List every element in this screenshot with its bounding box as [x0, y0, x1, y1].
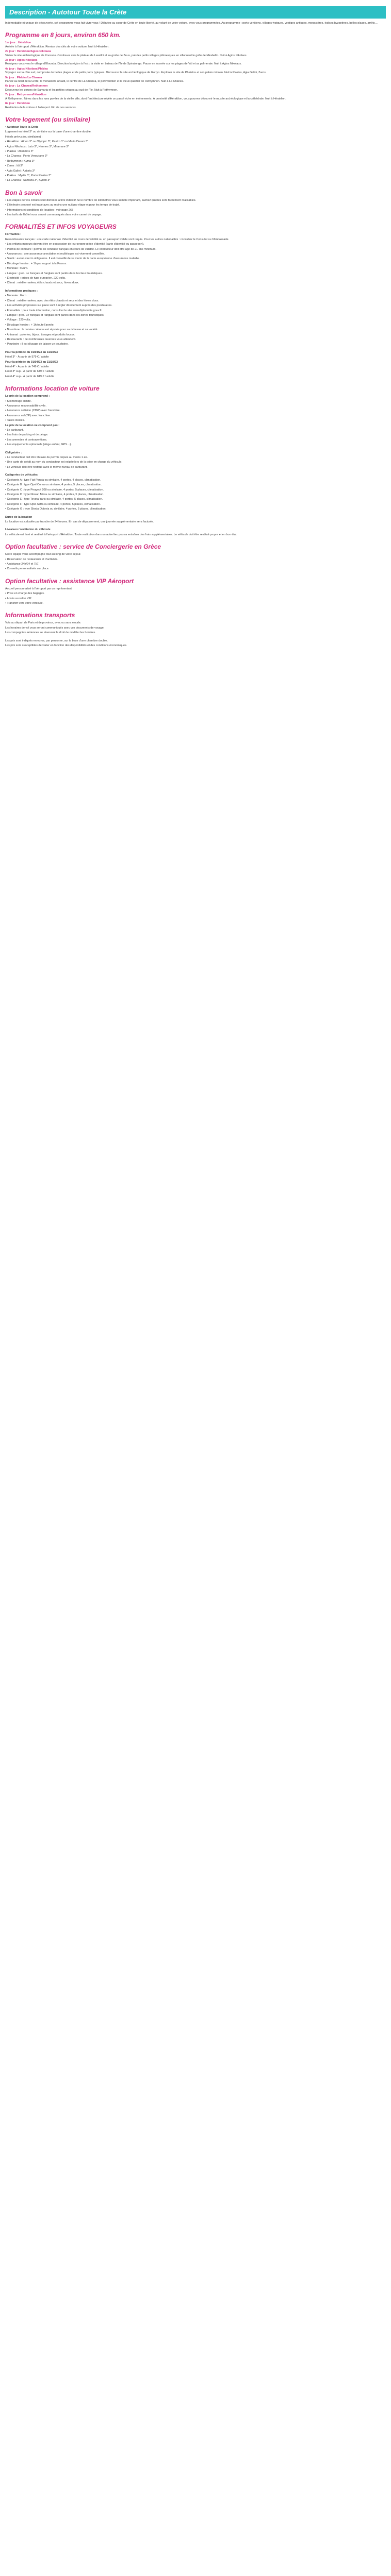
mandatory-list	[5, 456, 386, 469]
vip-line: • Accès au salon VIP.	[5, 597, 32, 600]
days-list	[5, 41, 386, 110]
rental-line: • Taxes locales.	[5, 419, 25, 422]
rental-line: • Les frais de parking et de péage.	[5, 433, 48, 437]
info-line: • Monnaie : Euro	[5, 294, 26, 298]
hotel-line: • Plakias : Alianthos 3*	[5, 149, 34, 153]
vip-assist-list	[5, 587, 386, 606]
day-item	[5, 50, 386, 58]
rental-line: • Les équipements optionnels (siège enfant, GPS…).	[5, 443, 72, 447]
info-line: • Climat : méditerranéen, avec des étés chauds et secs et des hivers doux.	[5, 299, 99, 302]
day-item	[5, 102, 386, 110]
period-line: Hôtel 4* - À partir de 749 € / adulte	[5, 365, 49, 368]
duration-title: Durée de la location	[5, 515, 32, 519]
formality-line: • Langue : grec. Le français et l'anglais sont parlés dans les lieux touristiques.	[5, 272, 103, 275]
period-line: Hôtel 3* - À partir de 579 € / adulte	[5, 355, 49, 359]
good-to-know-list	[5, 199, 386, 217]
good-line: • L'itinéraire proposé est tracé avec au moins une nuit par étape et pour les temps de trajet.	[5, 204, 120, 207]
good-line: • Les tarifs de l'hôtel vous seront communiqués dans votre carnet de voyage.	[5, 213, 102, 216]
delivery-title: Livraison / restitution du véhicule	[5, 528, 51, 532]
formality-line: • Permis de conduire : permis de conduire français en cours de validité. Le conducteur doit être âgé de 21 ans minimum.	[5, 247, 156, 251]
hotel-line: • Zaros : Idi 3*	[5, 164, 23, 168]
concierge-line: Notre équipe vous accompagne tout au long de votre séjour.	[5, 553, 82, 556]
period-line: Pour la période du 01/04/23 au 31/10/23	[5, 350, 58, 354]
day-text: Rejoignez vous vers le village d'Elounda. Direction la région à l'est : la visite en bateau de l'île de Spinalonga. Pause en journée sur les plages de Vaï et sa palmeraie. Nuit à Agios Nikolaos.	[5, 62, 242, 66]
period-line: Hôtel 3* sup - À partir de 649 € / adulte	[5, 370, 55, 374]
duration-text: La location est calculée par tranche de 24 heures. En cas de dépassement, une journée supplémentaire sera facturée.	[5, 520, 154, 523]
vehicle-line: • Catégorie C : type Peugeot 208 ou similaire, 4 portes, 5 places, climatisation.	[5, 488, 104, 492]
formality-line: • Santé : aucun vaccin obligatoire. Il est conseillé de se munir de la carte européenne d'assurance maladie.	[5, 257, 140, 261]
formalities-title: FORMALITÉS ET INFOS VOYAGEURS	[5, 223, 117, 231]
mandatory-line: • Une carte de crédit au nom du conducteur est exigée lors de la prise en charge du véhicule.	[5, 461, 122, 464]
period-line: Pour la période du 01/04/23 au 31/10/23	[5, 360, 58, 364]
day-item	[5, 84, 386, 92]
vehicle-title: Catégories de véhicules	[5, 473, 38, 477]
hotel-line: Hôtels prévus (ou similaires) :	[5, 135, 43, 139]
day-text: Voyagez sur la côte sud, composée de belles plages et de petits ports typiques. Découvrez le site archéologique de Gortyn. Explorez le site de Phaistos et son palais minoen. Nuit à Plakias, Agia Galini, Zaros.	[5, 71, 267, 75]
delivery-text: Le véhicule est livré et restitué à l'aéroport d'Héraklion. Toute restitution dans un autre lieu pourra entraîner des frais supplémentaires. Le véhicule doit être restitué propre et en bon état.	[5, 533, 237, 536]
day-title: 6e jour : La Chanea/Rethymnon	[5, 84, 48, 88]
info-line: • Les activités proposées sur place sont à régler directement auprès des prestataires.	[5, 304, 112, 308]
vehicle-line: • Catégorie E : type Toyota Yaris ou similaire, 4 portes, 5 places, climatisation.	[5, 498, 103, 501]
formality-line: • Climat : méditerranéen, étés chauds et secs, hivers doux.	[5, 281, 79, 285]
car-rental-title: Informations location de voiture	[5, 385, 100, 393]
info-line: • Pourboire : il est d'usage de laisser un pourboire.	[5, 343, 69, 346]
rental-line: • Kilométrage illimité.	[5, 399, 32, 403]
transport-title: Informations transports	[5, 612, 75, 619]
vip-line: • Prise en charge des bagages.	[5, 592, 45, 596]
mandatory-label: Obligatoire :	[5, 451, 22, 454]
mandatory-line: • Le conducteur doit être titulaire du permis depuis au moins 1 an.	[5, 456, 88, 460]
transport-line: Les compagnies aériennes se réservent le droit de modifier les horaires.	[5, 631, 96, 635]
day-item	[5, 76, 386, 84]
info-line: • Langue : grec. Le français et l'anglais sont parlés dans les zones touristiques.	[5, 313, 105, 317]
info-line: • Artisanat : poteries, bijoux, tissages et produits locaux.	[5, 333, 75, 336]
vehicle-line: • Catégorie G : type Skoda Octavia ou similaire, 4 portes, 5 places, climatisation.	[5, 507, 107, 511]
day-text: À Rethymnon, flânez dans les rues pavées de la vieille ville, dont l'architecture révèle un passé riche en événements. À proximité d'Héraklion, vous pourrez découvrir le musée archéologique et la cathédrale. Nuit à Héraklion.	[5, 97, 286, 100]
page	[0, 6, 391, 648]
concierge-line: • Conseils personnalisés sur place.	[5, 567, 50, 571]
hotel-line: • Héraklion : Atrion 3* ou Olympic 3*, Kastro 3* ou Marin Dream 3*	[5, 140, 89, 144]
hotel-line: • Agia Galini : Astoria 3*	[5, 169, 35, 173]
intro-text: Indémodable et unique de découverte, cet programme vous fait vivre vous ! Débutez au cœur de Crète en toute liberté, au volant de votre voiture, avec vous programmées. Au programme : ports vénitiens, villages typiques, vestiges antiques, monastères, églises byzantines, belles plages, arrêts…	[5, 22, 378, 25]
day-text: Visitez le site archéologique de Knossos. Continuez vers le plateau de Lassithi et sa grotte de Zeus, puis les petits villages pittoresques en sillonnant le golfe de Mirabello. Nuit à Agios Nikolaos.	[5, 54, 248, 57]
vip-line: • Transfert vers votre véhicule.	[5, 602, 44, 605]
formalities-list	[5, 238, 386, 285]
info-line: • Restaurants : de nombreuses tavernes vous attendent.	[5, 337, 76, 341]
formality-line: • Monnaie : l'Euro.	[5, 267, 28, 270]
hotel-line: • Agios Nikolaos : Lato 3*, Hermes 3*, Miramare 3*	[5, 145, 69, 148]
day-item	[5, 93, 386, 101]
concierge-line: • Assistance 24h/24 et 7j/7.	[5, 562, 40, 566]
periods-list	[5, 351, 386, 379]
concierge-title: Option facultative : service de Conciergerie en Grèce	[5, 543, 161, 551]
hotel-line: • Rethymnon : Kyma 3*	[5, 159, 35, 163]
transport-line: Les horaires de vol vous seront communiqués avec vos documents de voyage.	[5, 626, 105, 630]
day-item	[5, 41, 386, 49]
day-text: Restitution de la voiture à l'aéroport. Fin de nos services.	[5, 106, 77, 109]
day-text: Découvrez les gorges de Samaria et les petites criques au sud de l'île. Nuit à Rethymnon.	[5, 88, 118, 92]
rental-line: Le prix de la location ne comprend pas :	[5, 423, 60, 427]
rental-line: • Assurance responsabilité civile.	[5, 404, 46, 408]
formality-line: • Électricité : prises de type européen, 220 volts.	[5, 277, 66, 280]
transport-line: Vols au départ de Paris et de province, avec ou sans escale.	[5, 621, 82, 625]
day-title: 8e jour : Héraklion	[5, 102, 30, 106]
hotels-title: Votre logement (ou similaire)	[5, 115, 90, 123]
rental-line: Le prix de la location comprend :	[5, 395, 50, 398]
day-item	[5, 59, 386, 66]
day-title: 4e jour : Agios Nikolaos/Plakias	[5, 67, 48, 71]
hotel-line: Logement en hôtel 3* ou similaire sur la base d'une chambre double.	[5, 130, 92, 134]
description-banner: Description - Autotour Toute la Crète	[5, 6, 386, 19]
formalities-label: Formalités :	[5, 233, 22, 236]
good-to-know-title: Bon à savoir	[5, 189, 43, 196]
info-list	[5, 294, 386, 346]
hotels-intro: • Autotour Toute la Crète	[5, 125, 39, 129]
formality-line: • Assurances : une assurance annulation et multirisque est vivement conseillée.	[5, 252, 105, 256]
day-item	[5, 67, 386, 75]
formality-line: • Décalage horaire : + 1h par rapport à la France.	[5, 262, 67, 265]
rental-line: • Le carburant.	[5, 429, 24, 432]
car-rental-list	[5, 395, 386, 447]
day-text: Arrivée à l'aéroport d'Héraklion. Remise des clés de votre voiture. Nuit à Héraklion.	[5, 45, 109, 48]
good-line: • Informations et conditions de location : voir page 265	[5, 208, 74, 212]
info-line: • Nourriture : la cuisine crétoise est réputée pour sa richesse et sa variété.	[5, 328, 99, 332]
footer-notes	[5, 639, 386, 648]
footer-line: Les prix sont susceptibles de varier en fonction des disponibilités et des conditions économiques.	[5, 644, 127, 648]
good-line: • Les étapes de vos circuits sont données à titre indicatif. Si le nombre de kilomètres vous semble important, sachez qu'elles sont facilement réalisables.	[5, 198, 197, 202]
day-title: 3e jour : Agios Nikolaos	[5, 59, 38, 62]
concierge-line: • Réservation de restaurants et d'activités.	[5, 557, 58, 561]
vip-assist-title: Option facultative : assistance VIP Aéroport	[5, 577, 134, 585]
vip-line: Accueil personnalisé à l'aéroport par un représentant.	[5, 587, 73, 590]
day-text: Partez au nord de la Crète, le monastère Arkadi, le centre de La Chanea, le port vénitien et le vieux quartier de Rethymnon. Nuit à La Chanea.	[5, 80, 184, 83]
hotel-line: • La Chanea : Samaria 3*, Kydon 3*	[5, 179, 51, 182]
day-title: 7e jour : Rethymnon/Héraklion	[5, 93, 46, 97]
day-title: 5e jour : Plakias/La Chanea	[5, 76, 42, 79]
vehicle-line: • Catégorie B : type Opel Corsa ou similaire, 4 portes, 5 places, climatisation.	[5, 483, 102, 487]
transport-list	[5, 621, 386, 635]
vehicle-line: • Catégorie A : type Fiat Panda ou similaire, 4 portes, 4 places, climatisation.	[5, 478, 101, 482]
info-line: • Décalage horaire : + 1h toute l'année.	[5, 323, 55, 327]
vehicle-line: • Catégorie D : type Nissan Micra ou similaire, 4 portes, 5 places, climatisation.	[5, 493, 104, 496]
formality-line: • Les enfants mineurs doivent être en possession de leur propre pièce d'identité (carte d'identité ou passeport).	[5, 243, 144, 246]
formality-line: Ressortissants français : une carte nationale d'identité en cours de validité ou un passeport valide sont requis. Pour les autres nationalités : consultez le Consulat ou l'Ambassade.	[5, 238, 230, 241]
info-line: • Formalités : pour toute information, consultez le site www.diplomatie.gouv.fr	[5, 309, 102, 312]
hotel-line: • Plakias : Myrtis 3*, Porto Plakias 3*	[5, 174, 52, 177]
rental-line: • Les amendes et contraventions.	[5, 438, 47, 442]
day-title: 1er jour : Héraklion	[5, 41, 31, 45]
rental-line: • Assurance vol (TP) avec franchise.	[5, 414, 51, 417]
period-line: Hôtel 4* sup - À partir de 849 € / adulte	[5, 375, 55, 378]
vehicle-list	[5, 479, 386, 512]
hotels-list	[5, 130, 386, 182]
day-title: 2e jour : Héraklion/Agios Nikolaos	[5, 50, 52, 54]
concierge-list	[5, 553, 386, 571]
mandatory-line: • Le véhicule doit être restitué avec le même niveau de carburant.	[5, 465, 88, 469]
footer-line: Les prix sont indiqués en euros, par personne, sur la base d'une chambre double.	[5, 639, 108, 642]
info-title: Informations pratiques :	[5, 289, 38, 293]
info-line: • Voltage : 220 volts.	[5, 318, 31, 322]
rental-line: • Assurance collision (CDW) avec franchise.	[5, 409, 61, 413]
hotel-line: • La Chanea : Porto Veneziano 3*	[5, 155, 48, 158]
program-title: Programme en 8 jours, environ 650 km.	[5, 31, 121, 39]
vehicle-line: • Catégorie F : type Opel Astra ou similaire, 4 portes, 5 places, climatisation.	[5, 502, 101, 506]
